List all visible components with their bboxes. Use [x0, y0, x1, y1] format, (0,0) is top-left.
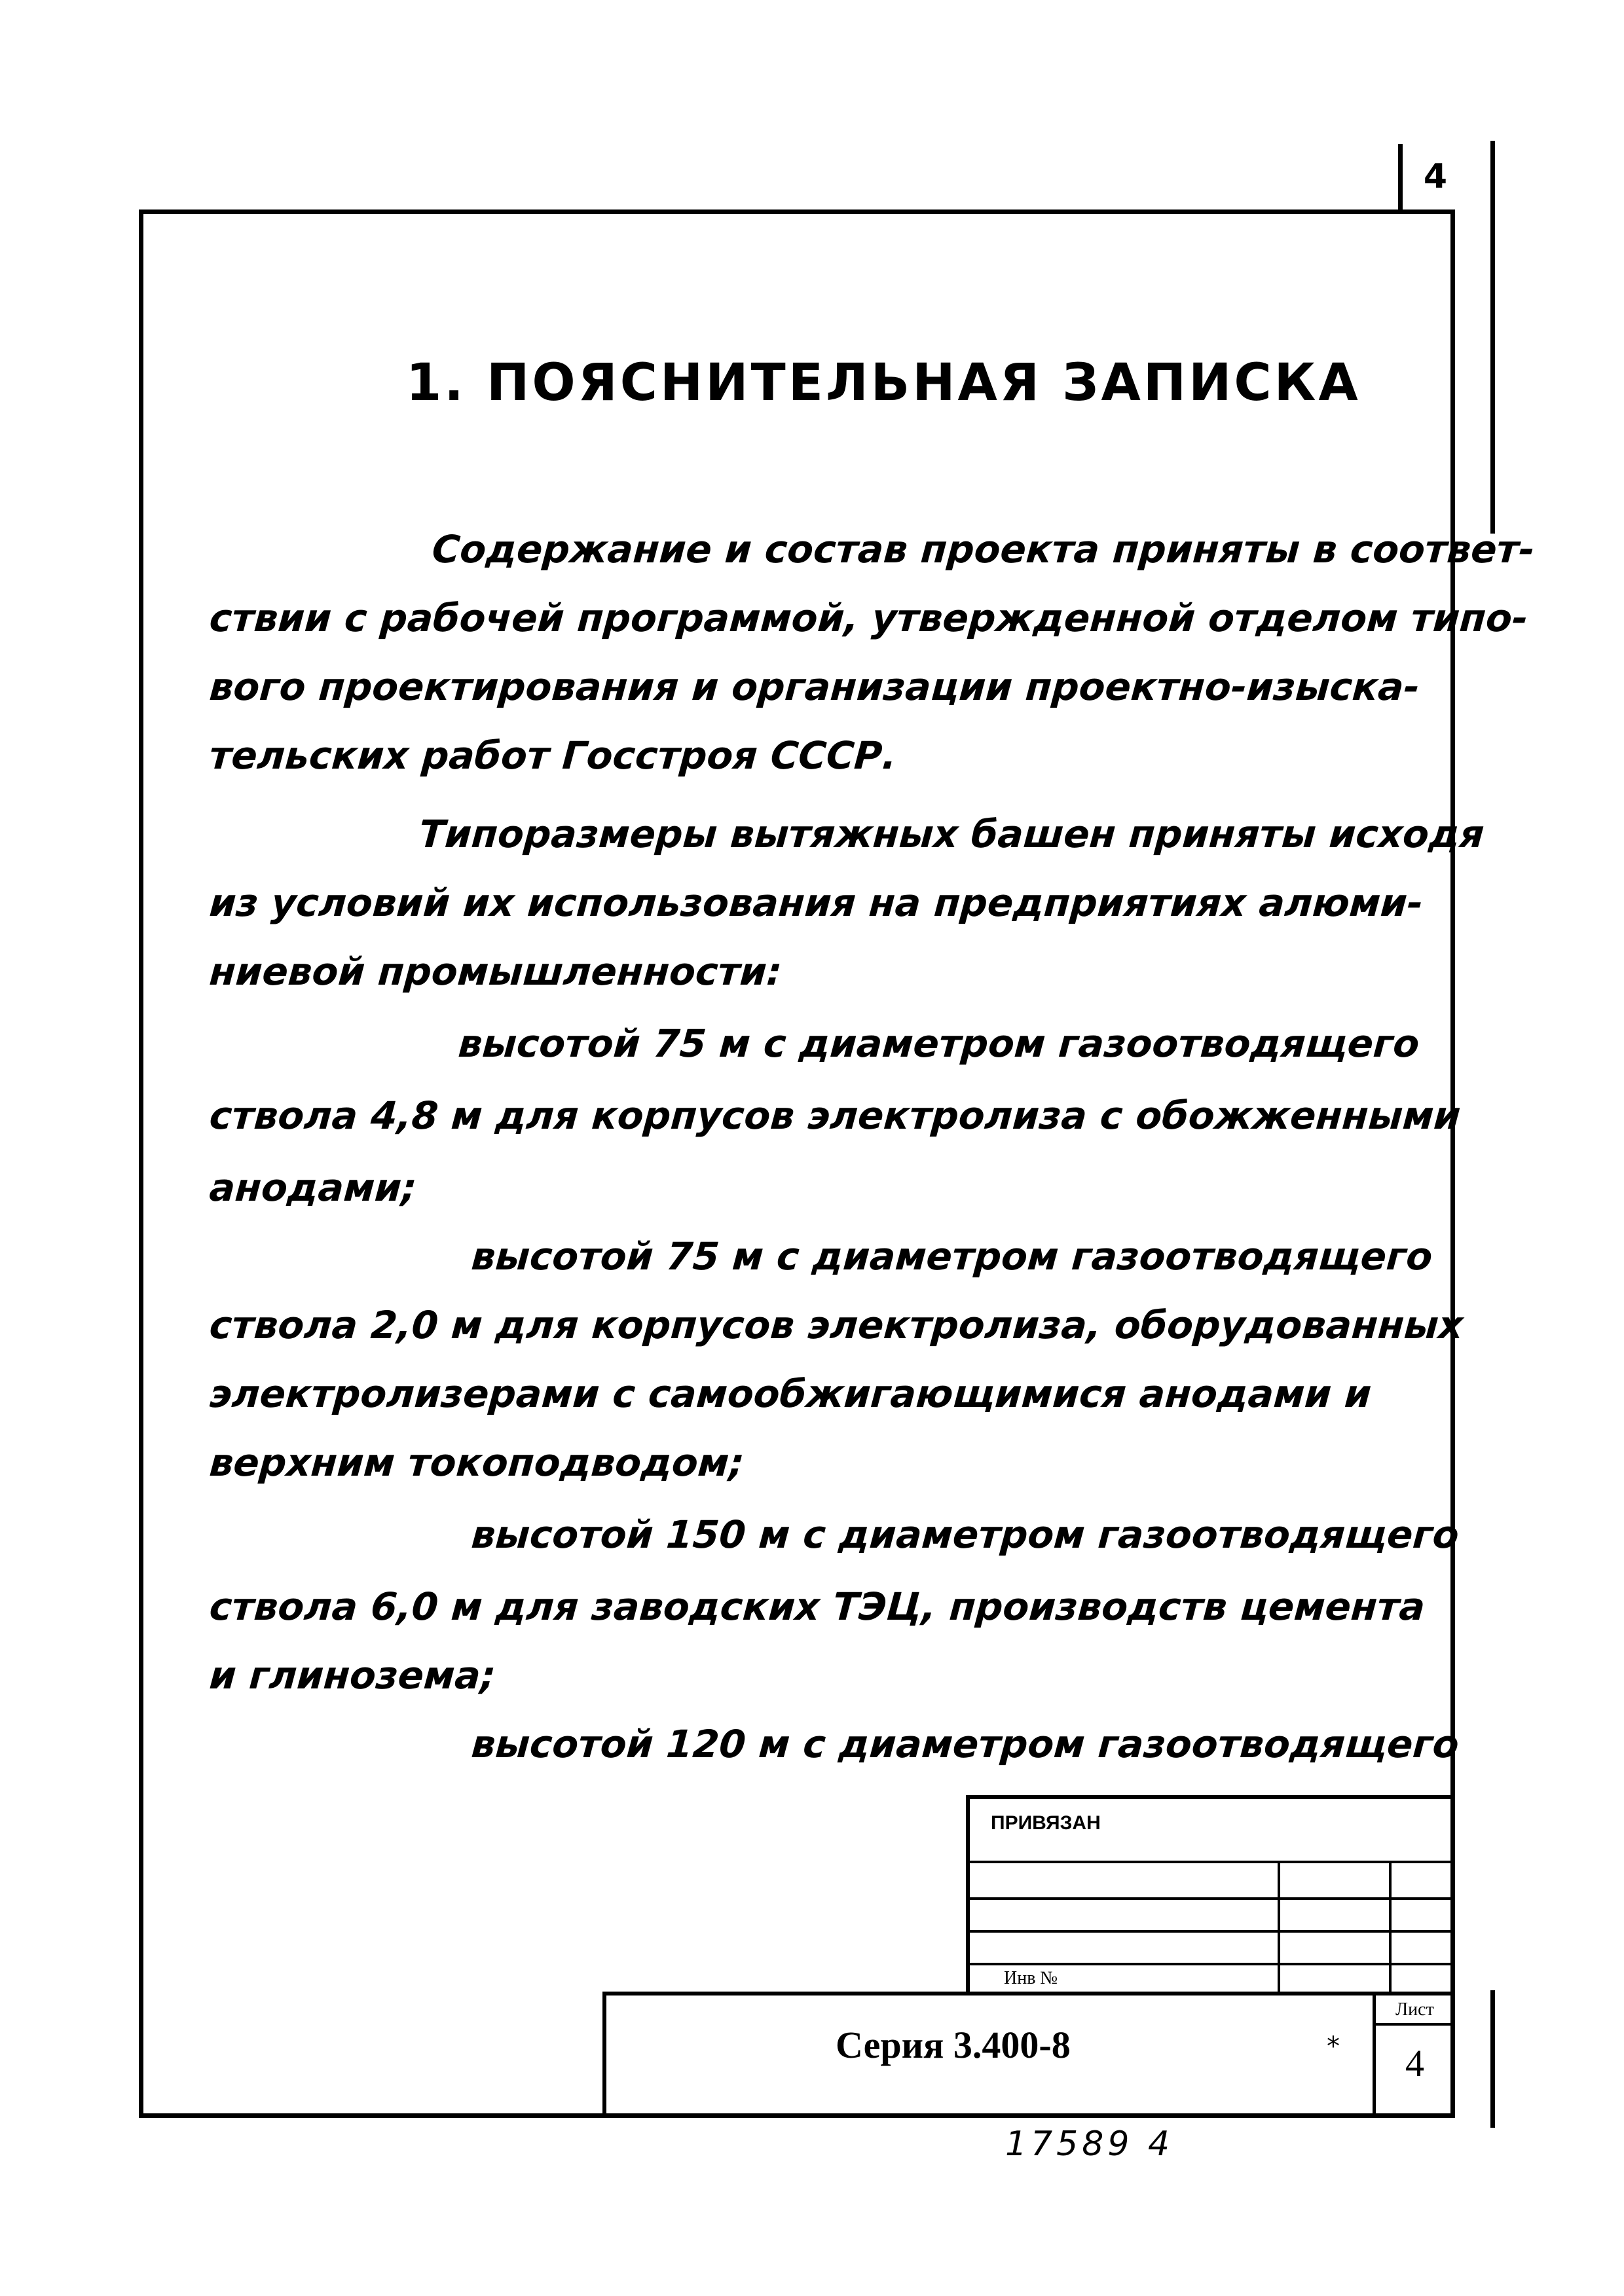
body-line: высотой 120 м с диаметром газоотводящего — [470, 1722, 1461, 1766]
body-line: электролизерами с самообжигающимися анодами и — [208, 1372, 1373, 1416]
body-line: высотой 150 м с диаметром газоотводящего — [470, 1512, 1461, 1557]
binding-edge-line — [1490, 141, 1495, 534]
sheet-cell — [1373, 1995, 1454, 2115]
body-line: из условий их использования на предприятиях алюми- — [208, 881, 1425, 925]
stamp-divider — [1389, 1861, 1392, 1995]
sheet-label: Лист — [1376, 1999, 1454, 2026]
page-title: 1. ПОЯСНИТЕЛЬНАЯ ЗАПИСКА — [406, 354, 1361, 412]
body-line: высотой 75 м с диаметром газоотводящего — [456, 1021, 1421, 1066]
body-line: ствола 2,0 м для корпусов электролиза, оборудованных — [208, 1303, 1465, 1347]
bound-label: ПРИВЯЗАН — [991, 1812, 1101, 1834]
body-line: вого проектирования и организации проектно-изыска- — [208, 665, 1422, 709]
stamp-divider — [970, 1861, 1454, 1863]
series-label: Серия 3.400-8 — [836, 2024, 1071, 2066]
sheet-number: 4 — [1405, 2042, 1424, 2085]
title-block — [602, 1992, 1454, 2115]
stamp-divider — [970, 1897, 1454, 1900]
body-line: тельских работ Госстроя СССР. — [208, 733, 898, 778]
inventory-label: Инв № — [1004, 1968, 1058, 1988]
stamp-divider — [970, 1963, 1454, 1965]
body-line: Содержание и состав проекта приняты в соответ- — [430, 527, 1536, 572]
star-mark-icon: * — [1327, 2032, 1340, 2062]
corner-sheet-number: 4 — [1398, 144, 1468, 210]
binding-stamp — [966, 1795, 1450, 1992]
body-line: Типоразмеры вытяжных башен приняты исходя — [417, 812, 1486, 856]
stamp-divider — [970, 1930, 1454, 1933]
archive-number: 17589 4 — [1005, 2124, 1174, 2164]
body-line: и глинозема; — [208, 1653, 498, 1698]
body-line: верхним токоподводом; — [208, 1440, 746, 1485]
body-line: высотой 75 м с диаметром газоотводящего — [470, 1234, 1434, 1279]
body-line: анодами; — [208, 1165, 418, 1210]
body-line: ствии с рабочей программой, утвержденной отделом типо- — [208, 596, 1530, 640]
body-line: ствола 4,8 м для корпусов электролиза с обожженными — [208, 1093, 1462, 1138]
binding-edge-line — [1490, 1990, 1495, 2128]
body-line: ствола 6,0 м для заводских ТЭЦ, производств цемента — [208, 1584, 1427, 1629]
stamp-divider — [1278, 1861, 1280, 1995]
body-line: ниевой промышленности: — [208, 949, 784, 994]
